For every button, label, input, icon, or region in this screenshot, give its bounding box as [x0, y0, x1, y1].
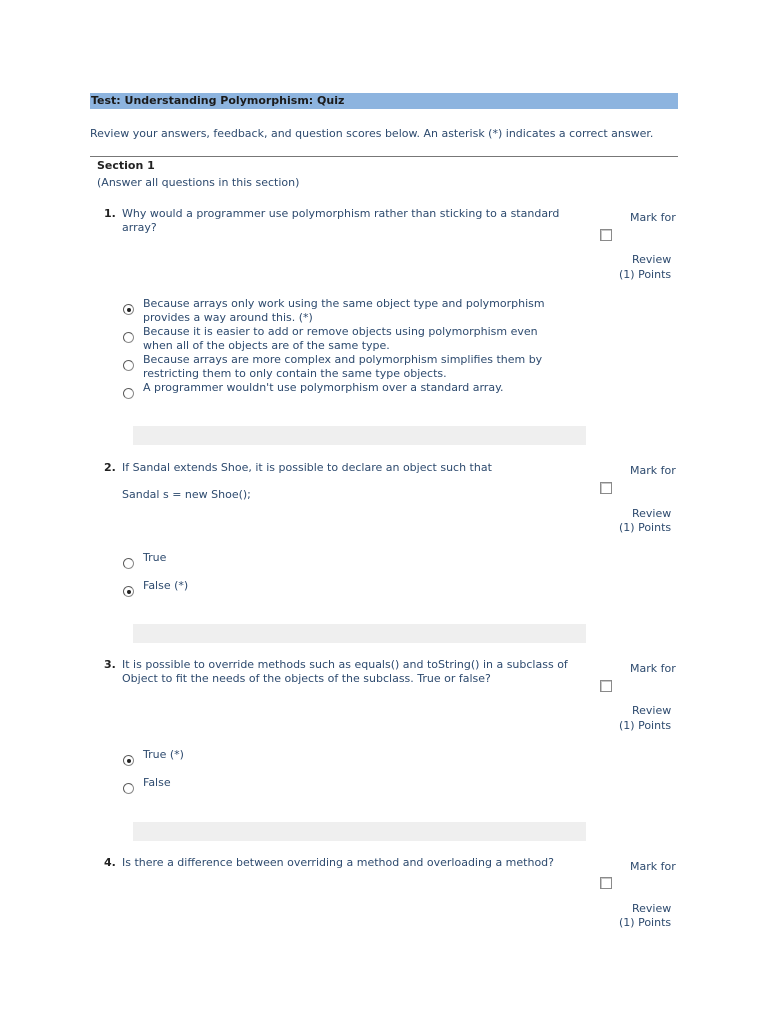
answer-radio[interactable]	[123, 755, 134, 766]
mark-for-review-checkbox[interactable]	[600, 482, 612, 494]
review-label: Review	[632, 253, 672, 266]
answer-text: Because arrays only work using the same object type and polymorphism provides a way around this. (*)	[143, 297, 545, 324]
question-number: 3.	[104, 658, 116, 671]
review-label: Review	[632, 507, 672, 520]
mark-for-label: Mark for	[630, 211, 676, 224]
answer-radio[interactable]	[123, 360, 134, 371]
points-label: (1) Points	[619, 521, 672, 534]
mark-for-review-checkbox[interactable]	[600, 877, 612, 889]
points-label: (1) Points	[619, 268, 672, 281]
answer-text: A programmer wouldn't use polymorphism over a standard array.	[143, 381, 504, 394]
review-label: Review	[632, 902, 672, 915]
mark-for-label: Mark for	[630, 662, 676, 675]
answer-text: False (*)	[143, 579, 189, 592]
answer-text: False	[143, 776, 171, 789]
question-text: If Sandal extends Shoe, it is possible to declare an object such that Sandal s = new Shoe();	[122, 461, 586, 502]
feedback-box	[133, 426, 586, 445]
review-label: Review	[632, 704, 672, 717]
answer-radio[interactable]	[123, 332, 134, 343]
answer-text: Because arrays are more complex and polymorphism simplifies them by restricting them to only contain the same type objects.	[143, 353, 543, 380]
answer-text: True (*)	[143, 748, 184, 761]
mark-for-review-checkbox[interactable]	[600, 229, 612, 241]
question-text: Is there a difference between overriding a method and overloading a method?	[122, 856, 554, 869]
points-label: (1) Points	[619, 916, 672, 929]
points-label: (1) Points	[619, 719, 672, 732]
section-title: Section 1	[97, 159, 155, 172]
section-subtitle: (Answer all questions in this section)	[97, 176, 300, 189]
answer-text: True	[143, 551, 167, 564]
question-number: 2.	[104, 461, 116, 474]
answer-radio[interactable]	[123, 558, 134, 569]
question-number: 4.	[104, 856, 116, 869]
mark-for-label: Mark for	[630, 860, 676, 873]
question-text: It is possible to override methods such as equals() and toString() in a subclass of Object to fit the needs of the objects of the subclass. True or false?	[122, 658, 568, 685]
intro-text: Review your answers, feedback, and question scores below. An asterisk (*) indicates a correct answer.	[90, 127, 654, 140]
answer-radio[interactable]	[123, 783, 134, 794]
answer-radio[interactable]	[123, 388, 134, 399]
answer-radio[interactable]	[123, 586, 134, 597]
question-code: Sandal s = new Shoe();	[122, 488, 251, 501]
mark-for-label: Mark for	[630, 464, 676, 477]
question-number: 1.	[104, 207, 116, 220]
mark-for-review-checkbox[interactable]	[600, 680, 612, 692]
question-text: Why would a programmer use polymorphism rather than sticking to a standard array?	[122, 207, 560, 234]
quiz-title-bar	[90, 93, 678, 109]
feedback-box	[133, 624, 586, 643]
quiz-title: Test: Understanding Polymorphism: Quiz	[91, 94, 345, 107]
divider	[90, 156, 678, 157]
answer-radio[interactable]	[123, 304, 134, 315]
answer-text: Because it is easier to add or remove objects using polymorphism even when all of the objects are of the same type.	[143, 325, 538, 352]
feedback-box	[133, 822, 586, 841]
